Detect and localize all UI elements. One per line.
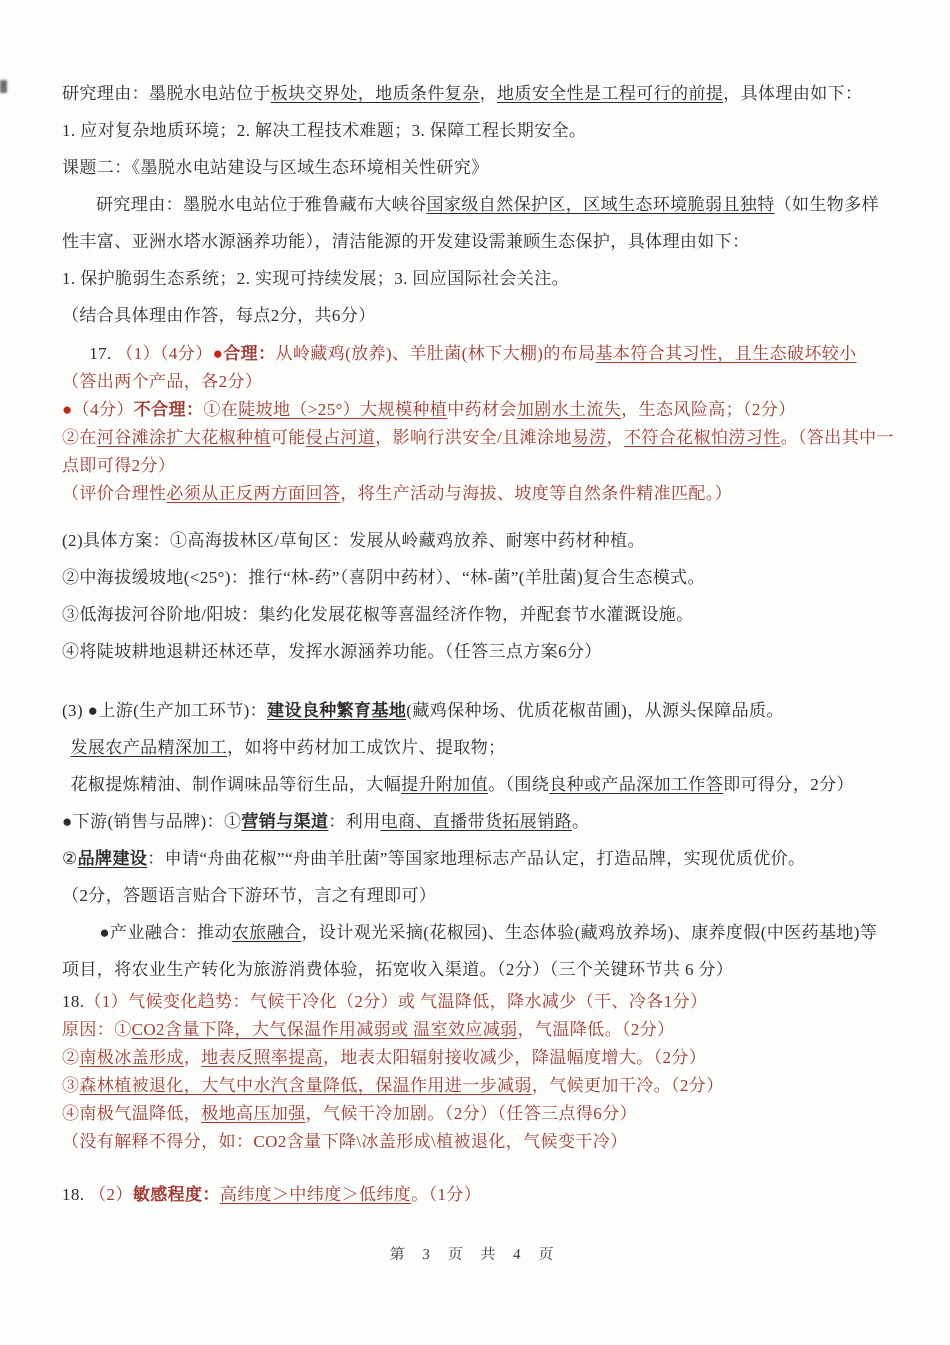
answer-line <box>62 840 894 877</box>
answer-emphasis: 不合理： <box>133 400 204 419</box>
answer-line <box>62 186 894 260</box>
answer-text: ② <box>62 849 78 868</box>
answer-text: 。（围绕 <box>488 775 550 794</box>
answer-emphasis: 品牌建设 <box>77 849 148 868</box>
answer-text: 极地高压加强 <box>201 1104 306 1123</box>
answer-line <box>62 480 894 508</box>
answer-emphasis: 建设良种繁育基地 <box>267 701 407 720</box>
answer-line <box>62 522 894 559</box>
answer-text: 陡坡地（>25°）大规模种植 <box>238 400 448 419</box>
answer-line <box>62 340 894 368</box>
answer-text: ②在 <box>62 428 97 447</box>
answer-text: 电商、直播带货拓展销路 <box>380 812 572 831</box>
bullet-icon: ● <box>62 400 73 419</box>
answer-text: ， <box>479 84 498 103</box>
answer-text: ③ <box>62 1076 80 1095</box>
answer-text: 可能 <box>270 428 306 447</box>
answer-text: 课题二：《墨脱水电站建设与区域生态环境相关性研究》 <box>62 158 489 177</box>
answer-text: ：申请“舟曲花椒”“舟曲羊肚菌”等国家地理标志产品认定，打造品牌，实现优质优价。 <box>147 849 806 868</box>
answer-text: CO2含量下降，大气保温作用减弱或 温室效应减弱 <box>131 1020 518 1039</box>
answer-text: 发展农产品精深加工 <box>70 738 228 757</box>
answer-text: ， <box>606 428 624 447</box>
answer-line <box>62 75 894 112</box>
answer-text: 侵占河道 <box>305 428 376 447</box>
answer-line <box>62 1176 894 1213</box>
answer-text: （1）（4分） <box>116 344 213 363</box>
answer-text: ，影响行洪安全/且滩涂地 <box>375 428 572 447</box>
answer-text: 南极冰盖形成 <box>79 1048 184 1067</box>
answer-line <box>62 803 894 840</box>
answer-text: 不符合花椒怕涝习性 <box>623 428 781 447</box>
answer-text: (藏鸡保种场、优质花椒苗圃)，从源头保障品质。 <box>406 701 784 720</box>
answer-text: 研究理由：墨脱水电站位于 <box>62 84 271 103</box>
answer-line <box>62 766 894 803</box>
answer-text: 18. <box>62 1185 90 1204</box>
answer-line <box>62 1044 894 1072</box>
answer-emphasis: 营销与渠道 <box>241 812 329 831</box>
answer-text: ●产业融合：推动 <box>99 923 232 942</box>
answer-line <box>62 729 894 766</box>
answer-text: 地表反照率提高 <box>201 1048 324 1067</box>
answer-emphasis: 合理： <box>223 344 276 363</box>
answer-line <box>62 1016 894 1044</box>
answer-text: 河谷滩涂扩大花椒种植 <box>96 428 271 447</box>
answer-text: 从岭藏鸡(放养)、羊肚菌(林下大棚)的布局 <box>275 344 596 363</box>
answer-text: 易涝 <box>571 428 607 447</box>
answer-line <box>62 633 894 670</box>
answer-text: 良种或产品深加工作答 <box>549 775 724 794</box>
answer-text: ，将生产活动与海拔、坡度等自然条件精准匹配。） <box>340 484 733 503</box>
answer-text: 必须从正反两方面回答 <box>166 484 341 503</box>
answer-text: ④南极气温降低， <box>62 1104 202 1123</box>
answer-text: ，气候干冷加剧。（2分）（任答三点得6分） <box>305 1104 638 1123</box>
answer-text: 地质安全性是工程可行的前提 <box>497 84 724 103</box>
answer-line <box>62 1128 894 1156</box>
answer-text: ③低海拔河谷阶地/阳坡：集约化发展花椒等喜温经济作物，并配套节水灌溉设施。 <box>62 605 694 624</box>
answer-text: 提升附加值 <box>401 775 489 794</box>
answer-text: （4分） <box>72 400 134 419</box>
answer-text: 研究理由：墨脱水电站位于雅鲁藏布大峡谷 <box>96 195 427 214</box>
answer-text: ，气候更加干冷。（2分） <box>531 1076 724 1095</box>
scan-artifact <box>0 80 7 93</box>
answer-line <box>62 149 894 186</box>
answer-text: 国家级自然保护区，区域生态环境脆弱且独特 <box>426 195 775 214</box>
answer-text: 。（1分） <box>411 1185 482 1204</box>
answer-text: ， <box>183 1048 202 1067</box>
answer-text: ，具体理由如下： <box>723 84 863 103</box>
answer-text: （如生物多样性丰富、亚洲水塔水源涵养功能），清洁能源的开发建设需兼顾生态保护，具体理由如下： <box>62 195 880 251</box>
answer-line <box>62 396 894 424</box>
answer-text: 原因：① <box>62 1020 132 1039</box>
answer-line <box>62 424 894 480</box>
answer-text: 1. 保护脆弱生态系统；2. 实现可持续发展；3. 回应国际社会关注。 <box>62 269 569 288</box>
answer-line <box>62 914 894 988</box>
answer-line <box>62 877 894 914</box>
answer-text: （答出两个产品，各2分） <box>62 372 263 391</box>
answer-text: 基本符合其习性，且生态破坏较小 <box>595 344 857 363</box>
answer-text: 森林植被退化，大气中水汽含量降低，保温作用进一步减弱 <box>79 1076 532 1095</box>
answer-text: ，设计观光采摘(花椒园)、生态体验(藏鸡放养场)、康养度假(中医药基地)等项目，将农业生产转化为旅游消费体验，拓宽收入渠道。（2分）（三个关键环节共 6 分） <box>62 923 878 979</box>
answer-line <box>62 368 894 396</box>
answer-text: 即可得分，2分） <box>723 775 854 794</box>
answer-line <box>62 596 894 633</box>
answer-text: 加剧水土流失 <box>516 400 622 419</box>
answer-text: （评价合理性 <box>62 484 167 503</box>
answer-text: ④将陡坡耕地退耕还林还草，发挥水源涵养功能。（任答三点方案6分） <box>62 642 602 661</box>
answer-text: 17. <box>89 344 117 363</box>
answer-text: ②中海拔缓坡地(<25°)：推行“林-药”（喜阴中药材）、“林-菌”(羊肚菌)复合生态模式。 <box>62 568 705 587</box>
answer-line <box>62 297 894 334</box>
answer-line <box>62 988 894 1016</box>
answer-text: ② <box>62 1048 80 1067</box>
answer-text: (3) ●上游(生产加工环节)： <box>62 701 268 720</box>
answer-line <box>62 1072 894 1100</box>
answer-line <box>62 260 894 297</box>
answer-text: 高纬度＞中纬度＞低纬度 <box>219 1185 412 1204</box>
answer-line <box>62 559 894 596</box>
answer-line <box>62 692 894 729</box>
answer-text: （结合具体理由作答，每点2分，共6分） <box>62 306 376 325</box>
answer-text: ●下游(销售与品牌)：① <box>62 812 242 831</box>
answer-text: 。 <box>572 812 590 831</box>
answer-text: 花椒提炼精油、制作调味品等衍生品，大幅 <box>70 775 402 794</box>
answer-text: （1）气候变化趋势：气候干冷化（2分）或 气温降低，降水减少（干、冷各1分） <box>84 992 708 1011</box>
answer-text: 1. 应对复杂地质环境；2. 解决工程技术难题；3. 保障工程长期安全。 <box>62 121 587 140</box>
answer-text: ，地表太阳辐射接收减少，降温幅度增大。（2分） <box>323 1048 707 1067</box>
answer-text: 农旅融合 <box>231 923 302 942</box>
answer-text: （没有解释不得分，如：CO2含量下降\冰盖形成\植被退化，气候变干冷） <box>62 1132 628 1151</box>
answer-text: ①在 <box>203 400 239 419</box>
answer-emphasis: 敏感程度： <box>132 1185 220 1204</box>
answer-text: ，如将中药材加工成饮片、提取物； <box>227 738 506 757</box>
answer-text: 18. <box>62 992 85 1011</box>
answer-text: （2） <box>89 1185 133 1204</box>
answer-text: 。（答出其中一点即可得2分） <box>62 428 894 475</box>
answer-line <box>62 112 894 149</box>
answer-text: 板块交界处，地质条件复杂 <box>270 84 480 103</box>
answer-text: ：利用 <box>328 812 381 831</box>
answer-text: (2)具体方案：①高海拔林区/草甸区：发展从岭藏鸡放养、耐寒中药材种植。 <box>62 531 645 550</box>
answer-text: ，生态风险高；（2分） <box>621 400 796 419</box>
answer-text: （2分，答题语言贴合下游环节，言之有理即可） <box>62 886 437 905</box>
page-number: 第 3 页 共 4 页 <box>388 1247 561 1263</box>
answer-text: ，气温降低。（2分） <box>517 1020 675 1039</box>
bullet-icon: ● <box>212 344 224 363</box>
answer-line <box>62 1100 894 1128</box>
answer-text: 中药材会 <box>447 400 517 419</box>
